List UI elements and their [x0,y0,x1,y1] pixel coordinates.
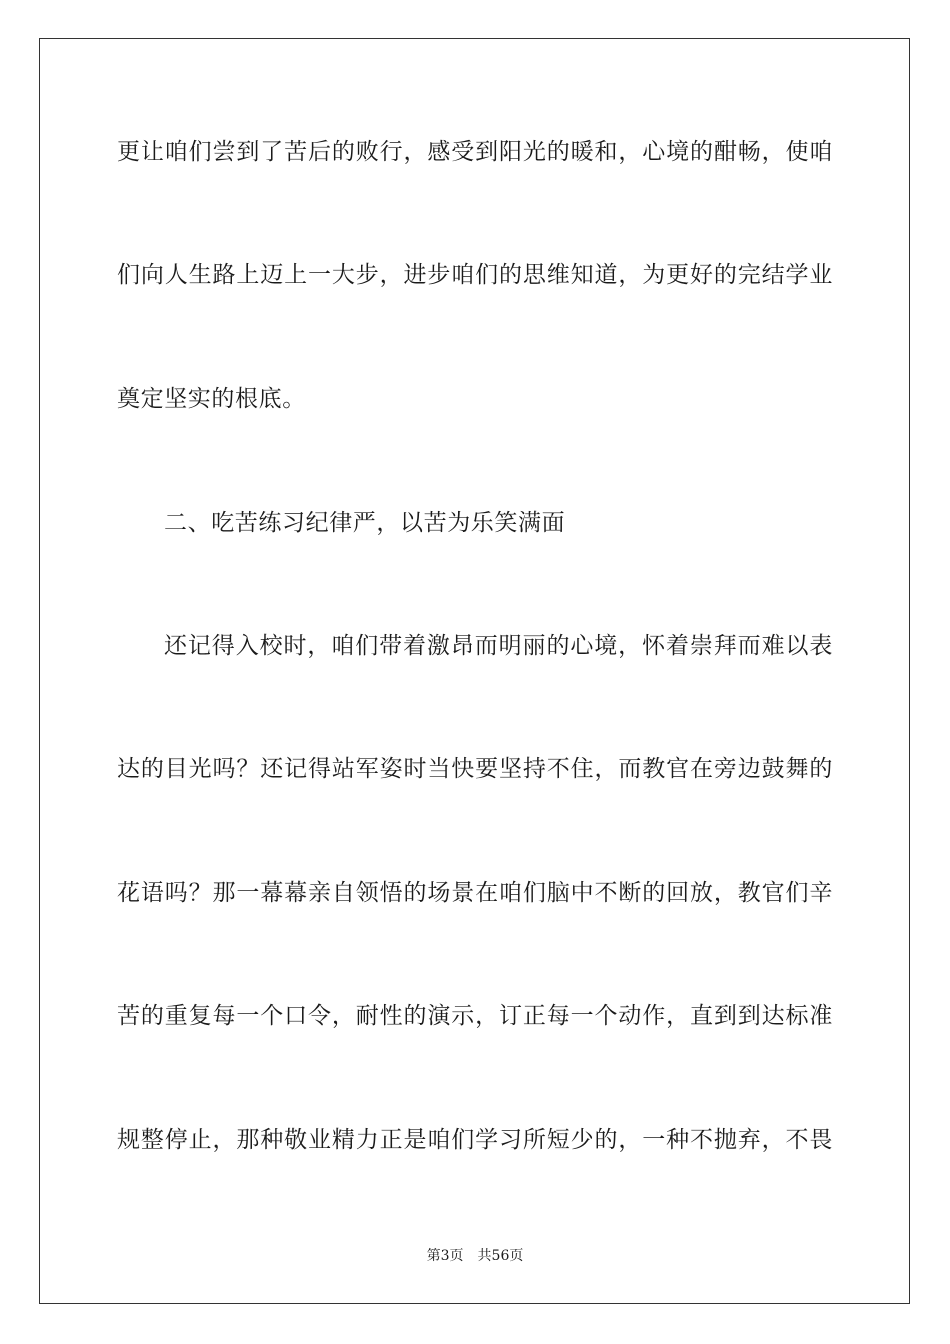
total-pages: 共56页 [477,1248,524,1264]
page-number: 第3页 [426,1248,464,1264]
paragraph-2-line-5: 规整停止，那种敬业精力正是咱们学习所短少的，一种不抛弃，不畏 [117,1127,833,1153]
paragraph-1-line-2: 们向人生路上迈上一大步，进步咱们的思维知道，为更好的完结学业 [117,262,833,288]
section-heading: 二、吃苦练习纪律严，以苦为乐笑满面 [164,510,566,536]
page-footer [0,1247,950,1265]
paragraph-2-line-2: 达的目光吗？还记得站军姿时当快要坚持不住，而教官在旁边鼓舞的 [117,756,833,782]
paragraph-2-line-3: 花语吗？那一幕幕亲自领悟的场景在咱们脑中不断的回放，教官们辛 [117,880,833,906]
paragraph-2-line-1: 还记得入校时，咱们带着激昂而明丽的心境，怀着崇拜而难以表 [164,633,833,659]
paragraph-1-line-3: 奠定坚实的根底。 [117,386,306,412]
paragraph-1-line-1: 更让咱们尝到了苦后的败行，感受到阳光的暖和，心境的酣畅，使咱 [117,139,833,165]
page-border [39,38,910,1304]
paragraph-2-line-4: 苦的重复每一个口令，耐性的演示，订正每一个动作，直到到达标准 [117,1003,833,1029]
